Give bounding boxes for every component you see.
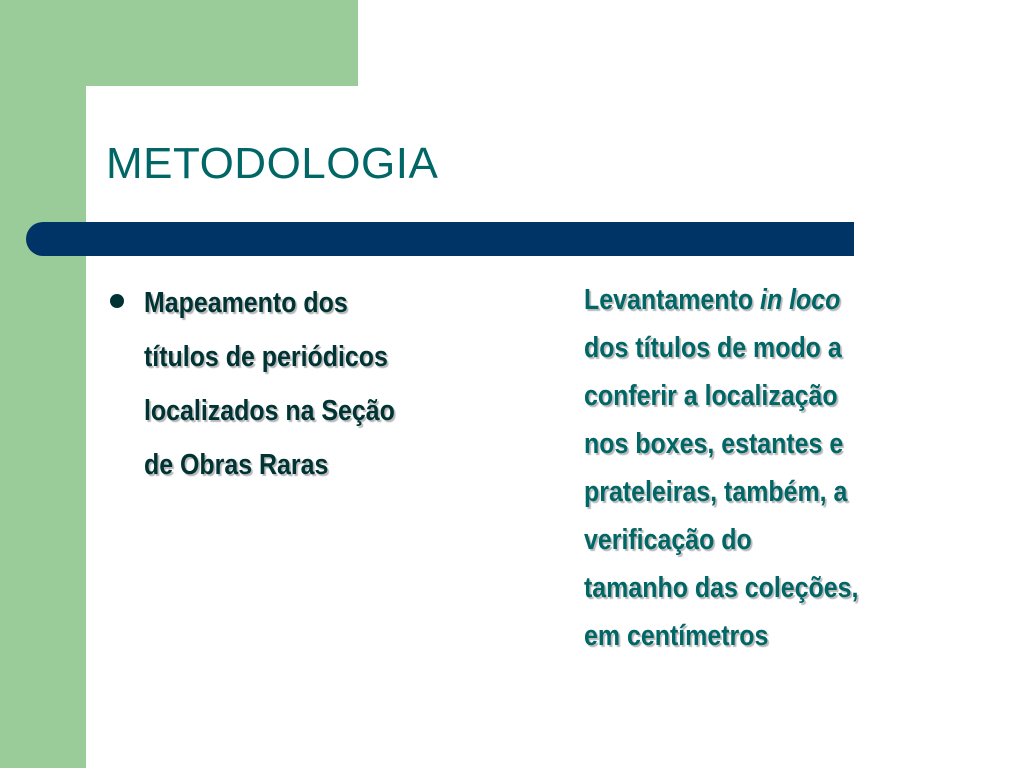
green-top-bar — [0, 0, 358, 86]
bullet-text — [144, 276, 436, 492]
right-line: verificação do — [584, 524, 752, 556]
right-line: prateleiras, também, a — [584, 476, 848, 508]
title-divider-bar — [26, 222, 854, 256]
right-line: dos títulos de modo a — [584, 332, 842, 364]
right-line: nos boxes, estantes e — [584, 428, 844, 460]
right-line-italic: in loco — [760, 284, 841, 316]
green-left-bar — [0, 0, 86, 768]
bullet-line: títulos de periódicos — [144, 341, 388, 373]
bullet-line: Mapeamento dos — [144, 287, 348, 319]
right-line: conferir a localização — [584, 380, 838, 412]
right-line-first — [584, 276, 945, 324]
bullet-line: localizados na Seção — [144, 395, 395, 427]
slide-title: METODOLOGIA — [106, 139, 439, 188]
bullet-dot-icon — [110, 294, 124, 308]
right-text-block — [584, 276, 945, 660]
right-line: em centímetros — [584, 620, 769, 652]
right-line-prefix: Levantamento — [584, 284, 761, 316]
bullet-line: de Obras Raras — [144, 449, 329, 481]
right-line: tamanho das coleções, — [584, 572, 859, 604]
